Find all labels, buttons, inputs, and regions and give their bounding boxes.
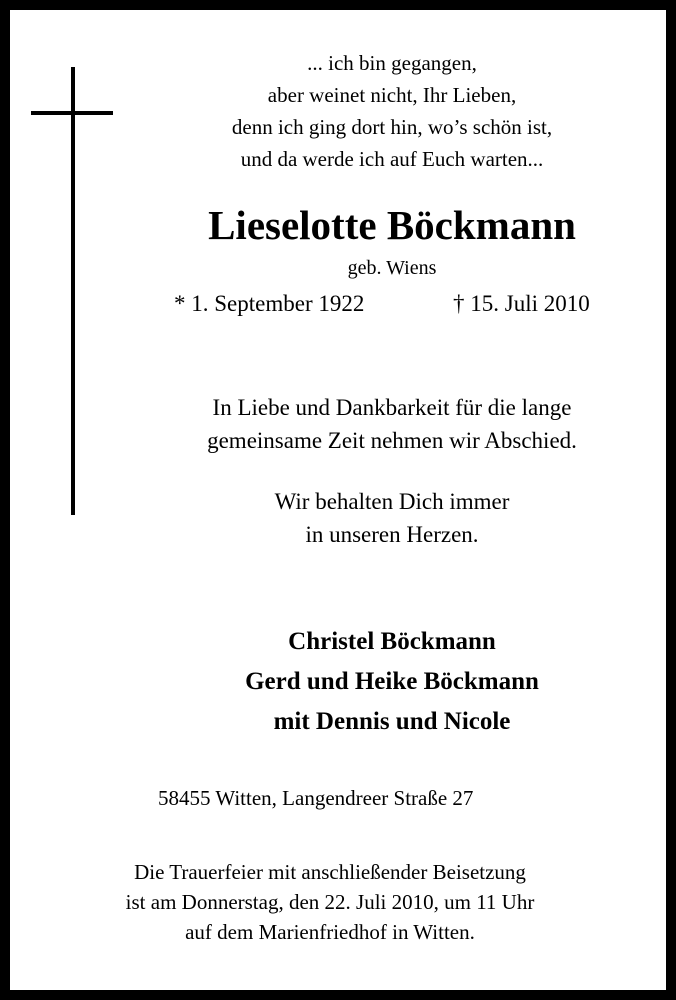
poem-line: ... ich bin gegangen, (307, 51, 477, 75)
poem-line: und da werde ich auf Euch warten... (240, 147, 544, 171)
mourner-line: mit Dennis und Nicole (273, 708, 511, 735)
remembrance-line: in unseren Herzen. (305, 522, 479, 547)
farewell-line: In Liebe und Dankbarkeit für die lange (212, 395, 572, 420)
mourner-line: Christel Böckmann (288, 628, 496, 655)
address: 58455 Witten, Langendreer Straße 27 (158, 786, 474, 810)
life-dates (174, 289, 590, 319)
poem (160, 47, 624, 175)
funeral-line: Die Trauerfeier mit anschließender Beisetzung (134, 860, 526, 884)
death-date: † 15. Juli 2010 (453, 291, 590, 316)
funeral-info (90, 857, 570, 947)
birth-date: * 1. September 1922 (174, 291, 365, 316)
remembrance-line: Wir behalten Dich immer (274, 489, 510, 514)
birth-name: geb. Wiens (347, 257, 437, 279)
obituary-notice (10, 10, 666, 990)
poem-line: denn ich ging dort hin, wo’s schön ist, (231, 115, 553, 139)
poem-line: aber weinet nicht, Ihr Lieben, (267, 83, 517, 107)
farewell-line: gemeinsame Zeit nehmen wir Abschied. (207, 428, 577, 453)
farewell-text (160, 391, 624, 457)
mourner-line: Gerd und Heike Böckmann (245, 668, 539, 695)
funeral-line: auf dem Marienfriedhof in Witten. (185, 920, 475, 944)
funeral-line: ist am Donnerstag, den 22. Juli 2010, um 11 Uhr (125, 890, 535, 914)
deceased-name: Lieselotte Böckmann (208, 202, 576, 248)
cross-icon (71, 67, 75, 515)
mourners (140, 622, 644, 742)
cross-icon-bar (31, 111, 113, 115)
remembrance-text (160, 485, 624, 551)
